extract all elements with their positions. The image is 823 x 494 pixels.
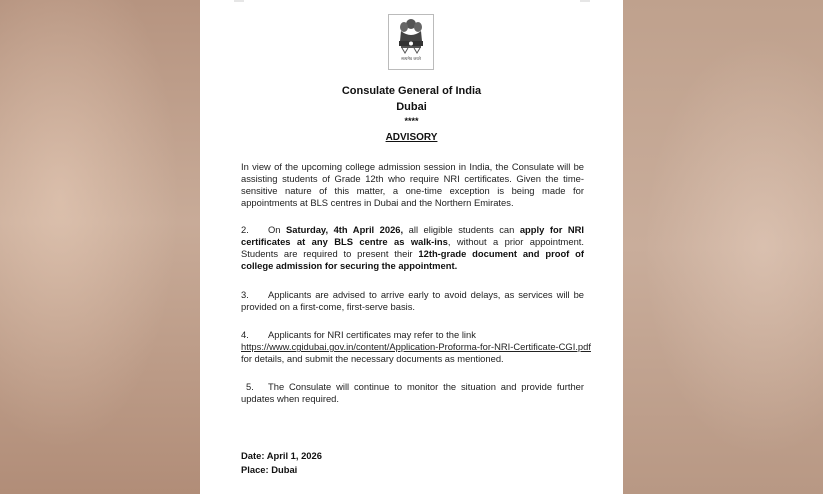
nri-certificate-link[interactable]: https://www.cgidubai.gov.in/content/Application-Proforma-for-NRI-Certificate-CGI.pdf	[241, 341, 591, 352]
paragraph-3-number: 3.	[241, 289, 249, 300]
background-right	[623, 0, 823, 494]
paragraph-2-number: 2.	[241, 224, 249, 235]
advisory-date: Date: April 1, 2026	[241, 450, 322, 461]
paragraph-2-text-a: On	[268, 224, 287, 235]
paragraph-1: In view of the upcoming college admission session in India, the Consulate will be assisting students of Grade 12th who require NRI certificates. Given the time-sensitive nature of this matter, a one-time exception is being made for appointments at BLS centres in Dubai and the Northern Emirates.	[241, 161, 584, 208]
paragraph-2	[241, 224, 584, 272]
paragraph-2-text-e: , without a prior appointment. Students are required to present their	[241, 236, 584, 259]
emblem-motto: सत्यमेव जयते	[401, 56, 421, 61]
paragraph-3-text: Applicants are advised to arrive early to avoid delays, as services will be provided on a first-come, first-serve basis.	[241, 289, 584, 312]
advisory-place: Place: Dubai	[241, 464, 298, 475]
paragraph-4	[241, 329, 591, 365]
page-edge-mark-right	[580, 0, 590, 2]
consulate-name: Consulate General of India	[341, 85, 482, 97]
paragraph-2-walkin: apply for NRI certificates at any BLS centre as walk-ins	[241, 224, 584, 247]
paragraph-2-documents: 12th-grade document and proof of college admission for securing the appointment.	[241, 248, 585, 271]
state-emblem	[388, 14, 434, 70]
consulate-city: Dubai	[396, 101, 427, 113]
paragraph-2-text-c: all eligible students can	[403, 224, 520, 235]
paragraph-4-number: 4.	[241, 329, 249, 340]
lion-capital-icon	[396, 17, 426, 55]
advisory-heading: ADVISORY	[385, 132, 438, 143]
paragraph-2-date: Saturday, 4th April 2026,	[286, 224, 404, 235]
paragraph-5-number: 5.	[246, 381, 254, 392]
paragraph-3	[241, 289, 584, 313]
paragraph-4-tail: for details, and submit the necessary documents as mentioned.	[241, 353, 504, 364]
paragraph-4-text: Applicants for NRI certificates may refer to the link	[268, 329, 476, 340]
separator-stars: ****	[404, 116, 419, 126]
page-edge-mark-left	[234, 0, 244, 2]
advisory-document	[200, 0, 623, 494]
paragraph-5	[241, 381, 584, 405]
background-left	[0, 0, 200, 494]
paragraph-5-text: The Consulate will continue to monitor the situation and provide further updates when required.	[241, 381, 584, 404]
